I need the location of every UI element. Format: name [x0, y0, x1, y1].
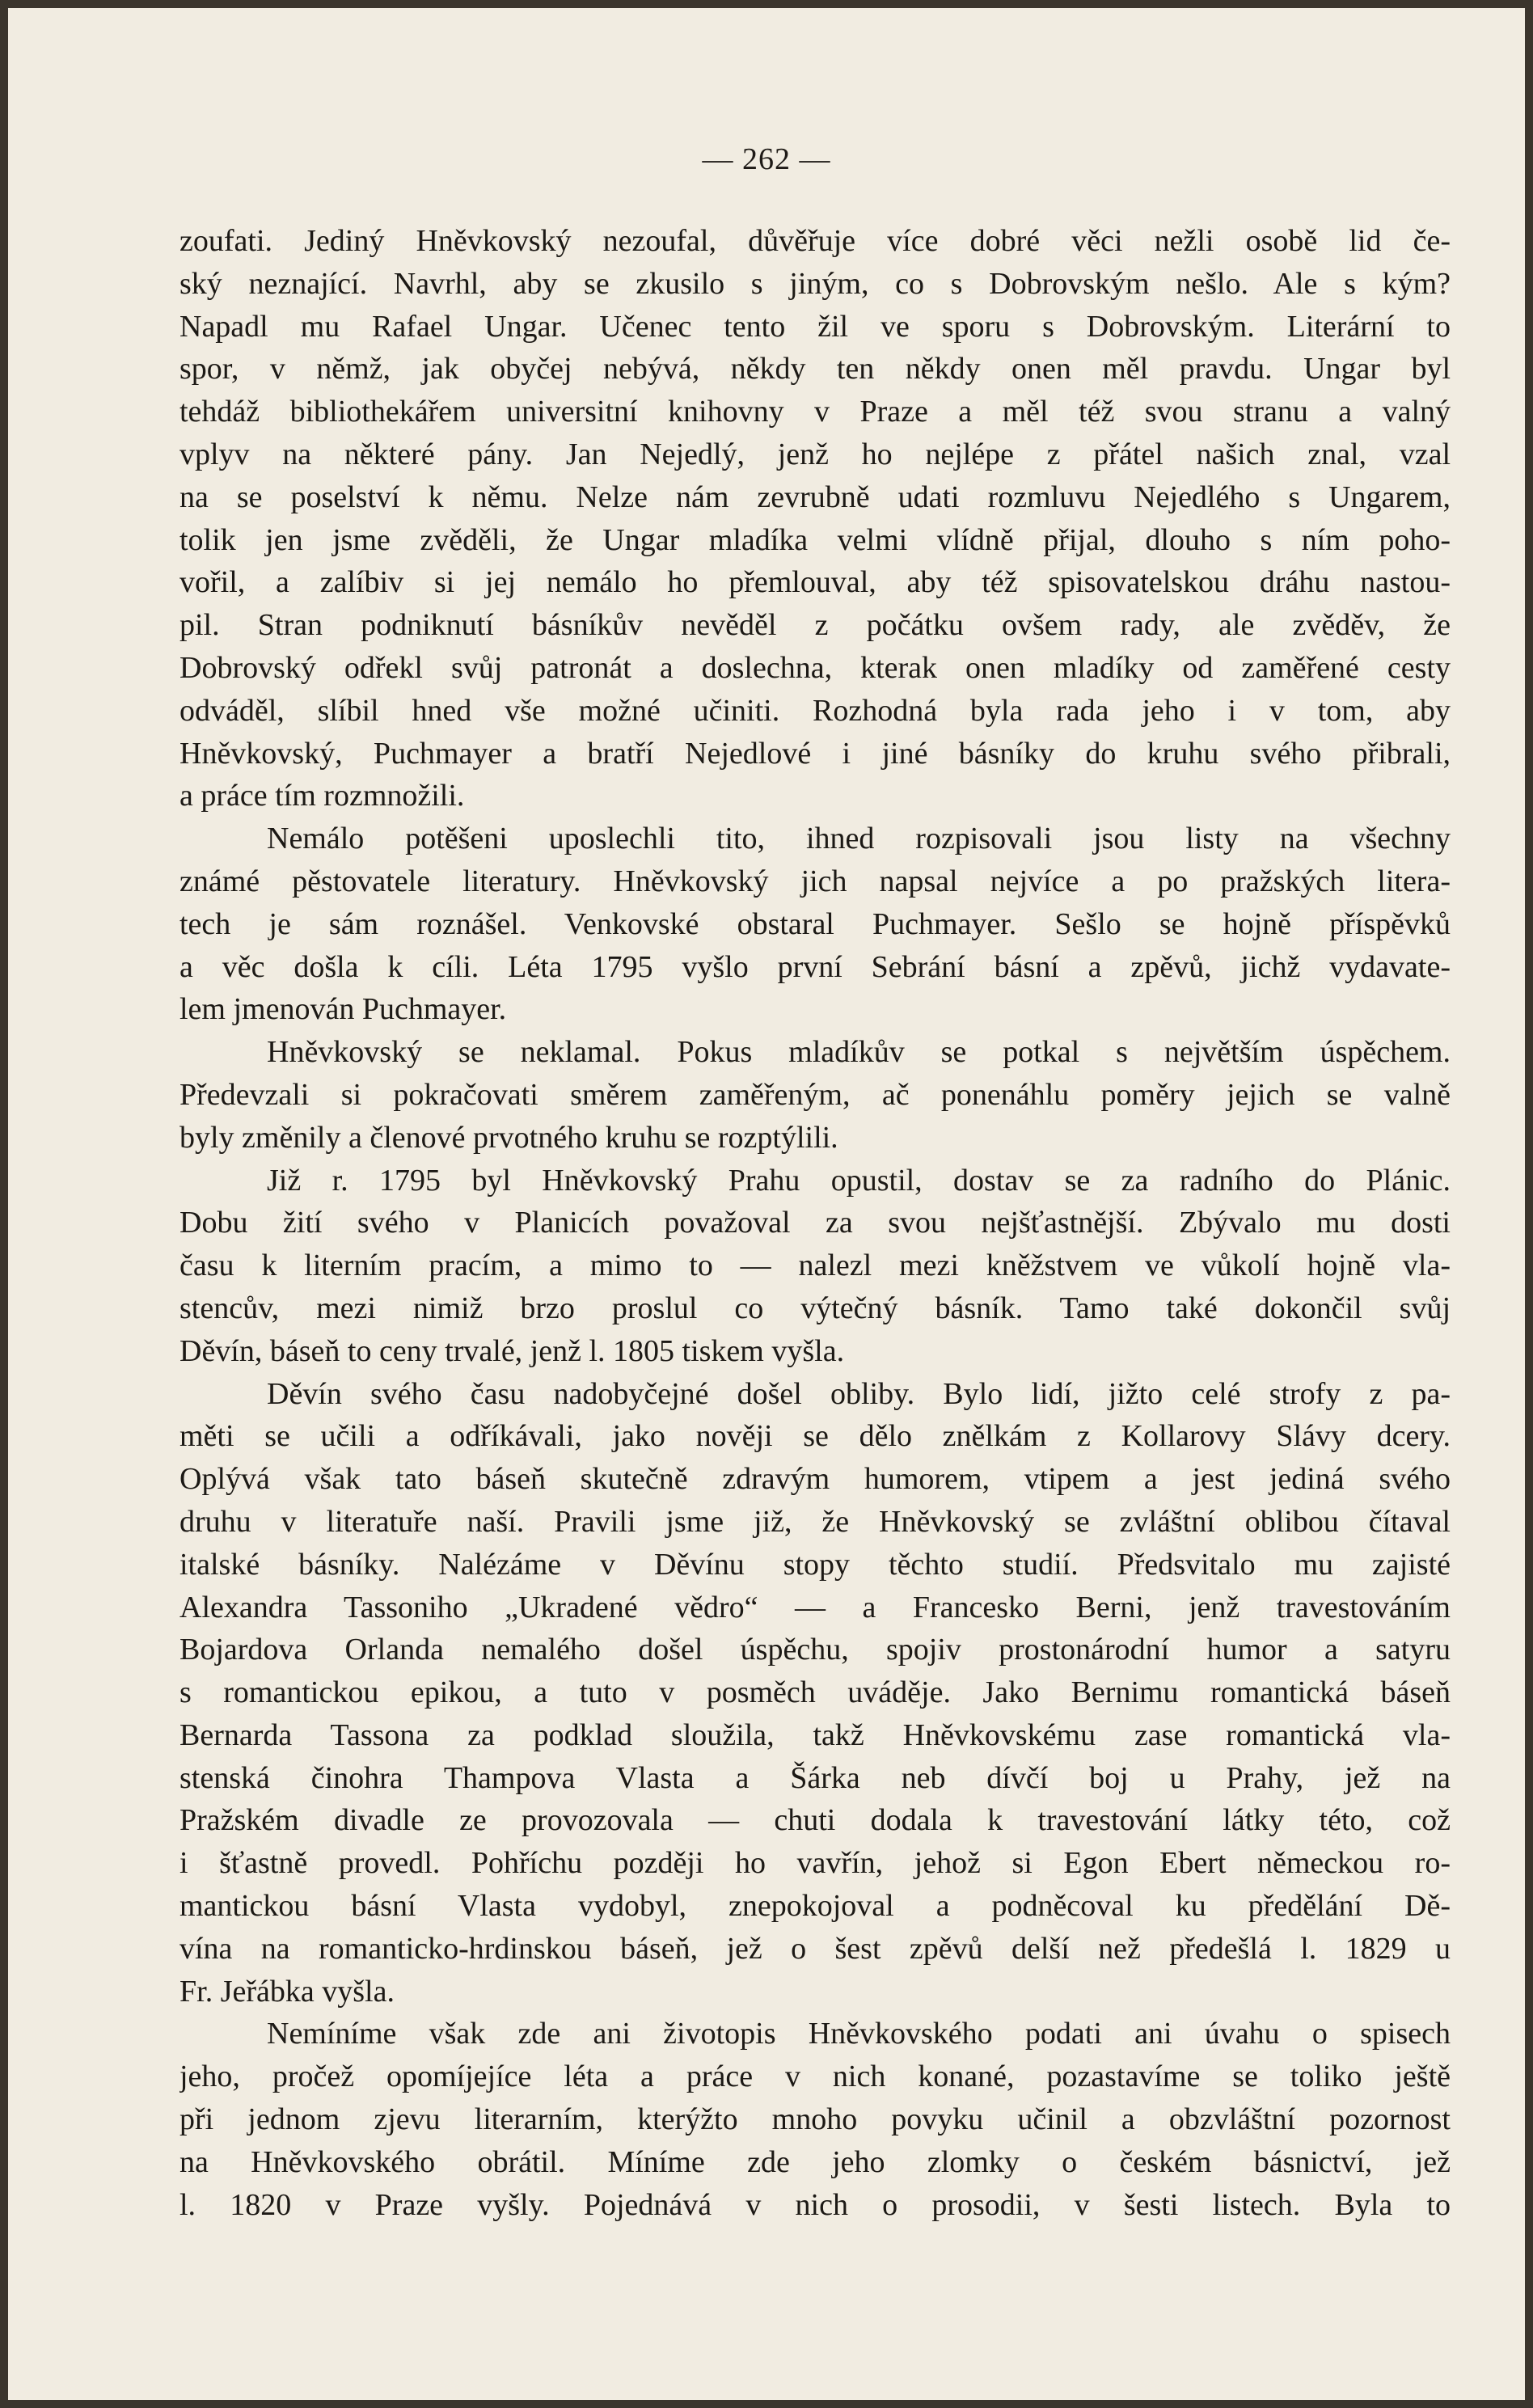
page-number: — 262 —	[702, 142, 831, 176]
text-line: vořil, a zalíbiv si jej nemálo ho přemlouval, aby též spisovatelskou dráhu nastou-	[179, 565, 1451, 600]
text-line: Děvín, báseň to ceny trvalé, jenž l. 1805 tiskem vyšla.	[179, 1333, 845, 1368]
paragraph	[179, 1031, 1451, 1159]
text-line: vína na romanticko-hrdinskou báseň, jež o šest zpěvů delší než předešlá l. 1829 u	[179, 1931, 1451, 1966]
text-line: a práce tím rozmnožili.	[179, 779, 465, 813]
text-line: Bojardova Orlanda nemalého došel úspěchu, spojiv prostonárodní humor a satyru	[179, 1633, 1451, 1667]
paragraph	[179, 1160, 1451, 1373]
text-line: jeho, pročež opomíjejíce léta a práce v nich konané, pozastavíme se toliko ještě	[179, 2059, 1451, 2094]
text-line: a věc došla k cíli. Léta 1795 vyšlo první Sebrání básní a zpěvů, jichž vydavate-	[179, 949, 1451, 984]
text-line: Alexandra Tassoniho „Ukradené vědro“ — a Francesko Berni, jenž travestováním	[179, 1590, 1451, 1624]
text-line: Dobrovský odřekl svůj patronát a doslechna, kterak onen mladíky od zaměřené cesty	[179, 650, 1451, 685]
paragraph	[179, 817, 1451, 1031]
text-line: Oplývá však tato báseň skutečně zdravým humorem, vtipem a jest jediná svého	[179, 1462, 1451, 1497]
text-line: druhu v literatuře naší. Pravili jsme již, že Hněvkovský se zvláštní oblibou čítaval	[179, 1504, 1451, 1539]
text-line: ský neznající. Navrhl, aby se zkusilo s jiným, co s Dobrovským nešlo. Ale s kým?	[179, 266, 1451, 301]
text-line: Fr. Jeřábka vyšla.	[179, 1974, 395, 2009]
text-line: byly změnily a členové prvotného kruhu se rozptýlili.	[179, 1120, 838, 1155]
text-line: Napadl mu Rafael Ungar. Učenec tento žil ve sporu s Dobrovským. Literární to	[179, 309, 1451, 344]
text-line: vplyv na některé pány. Jan Nejedlý, jenž ho nejlépe z přátel našich znal, vzal	[179, 437, 1451, 471]
text-line: času k literním pracím, a mimo to — nalezl mezi kněžstvem ve vůkolí hojně vla-	[179, 1248, 1451, 1283]
text-line: Dobu žití svého v Planicích považoval za svou nejšťastnější. Zbývalo mu dosti	[179, 1206, 1451, 1240]
text-line: Předevzali si pokračovati směrem zaměřeným, ač ponenáhlu poměry jejich se valně	[179, 1077, 1451, 1112]
text-line: odváděl, slíbil hned vše možné učiniti. Rozhodná byla rada jeho i v tom, aby	[179, 693, 1451, 728]
text-line: Hněvkovský, Puchmayer a bratří Nejedlové i jiné básníky do kruhu svého přibrali,	[179, 736, 1451, 771]
text-line: tech je sám roznášel. Venkovské obstaral Puchmayer. Sešlo se hojně příspěvků	[179, 906, 1451, 941]
text-line: l. 1820 v Praze vyšly. Pojednává v nich o prosodii, v šesti listech. Byla to	[179, 2187, 1451, 2222]
text-line: Bernarda Tassona za podklad sloužila, takž Hněvkovskému zase romantická vla-	[179, 1717, 1451, 1752]
text-line: pil. Stran podniknutí básníkův nevěděl z počátku ovšem rady, ale zvěděv, že	[179, 608, 1451, 643]
text-line: Pražském divadle ze provozovala — chuti dodala k travestování látky této, což	[179, 1803, 1451, 1838]
book-page	[8, 8, 1525, 2400]
text-line: Nemíníme však zde ani životopis Hněvkovského podati ani úvahu o spisech	[267, 2017, 1451, 2051]
text-line: měti se učili a odříkávali, jako nověji se dělo znělkám z Kollarovy Slávy dcery.	[179, 1419, 1451, 1454]
paragraph	[179, 220, 1451, 817]
paragraph	[179, 1373, 1451, 2013]
text-line: s romantickou epikou, a tuto v posměch uváděje. Jako Bernimu romantická báseň	[179, 1675, 1451, 1710]
text-line: stenská činohra Thampova Vlasta a Šárka neb dívčí boj u Prahy, jež na	[179, 1760, 1451, 1795]
text-line: lem jmenován Puchmayer.	[179, 992, 507, 1027]
text-line: na se poselství k němu. Nelze nám zevrubně udati rozmluvu Nejedlého s Ungarem,	[179, 479, 1451, 514]
text-line: na Hněvkovského obrátil. Míníme zde jeho zlomky o českém básnictví, jež	[179, 2144, 1451, 2179]
text-line: Nemálo potěšeni uposlechli tito, ihned rozpisovali jsou listy na všechny	[267, 822, 1451, 856]
text-line: mantickou básní Vlasta vydobyl, znepokojoval a podněcoval ku předělání Dě-	[179, 1889, 1451, 1924]
text-line: známé pěstovatele literatury. Hněvkovský jich napsal nejvíce a po pražských litera-	[179, 864, 1451, 898]
text-line: při jednom zjevu literarním, kterýžto mnoho povyku učinil a obzvláštní pozornost	[179, 2102, 1451, 2137]
body-text	[179, 220, 1451, 2226]
paragraph	[179, 2013, 1451, 2226]
text-line: Hněvkovský se neklamal. Pokus mladíkův se potkal s největším úspěchem.	[267, 1035, 1451, 1070]
text-line: stencův, mezi nimiž brzo proslul co výtečný básník. Tamo také dokončil svůj	[179, 1291, 1451, 1325]
text-line: zoufati. Jediný Hněvkovský nezoufal, důvěřuje více dobré věci nežli osobě lid če-	[179, 224, 1451, 258]
text-line: i šťastně provedl. Pohříchu později ho vavřín, jehož si Egon Ebert německou ro-	[179, 1846, 1451, 1881]
text-line: spor, v němž, jak obyčej nebývá, někdy ten někdy onen měl pravdu. Ungar byl	[179, 352, 1451, 387]
text-line: Již r. 1795 byl Hněvkovský Prahu opustil, dostav se za radního do Plánic.	[267, 1163, 1451, 1198]
text-line: tolik jen jsme zvěděli, že Ungar mladíka velmi vlídně přijal, dlouho s ním poho-	[179, 522, 1451, 557]
text-line: italské básníky. Nalézáme v Děvínu stopy těchto studií. Předsvitalo mu zajisté	[179, 1547, 1451, 1582]
text-line: Děvín svého času nadobyčejné došel obliby. Bylo lidí, jižto celé strofy z pa-	[267, 1376, 1451, 1411]
text-line: tehdáž bibliothekářem universitní knihovny v Praze a měl též svou stranu a valný	[179, 395, 1451, 429]
